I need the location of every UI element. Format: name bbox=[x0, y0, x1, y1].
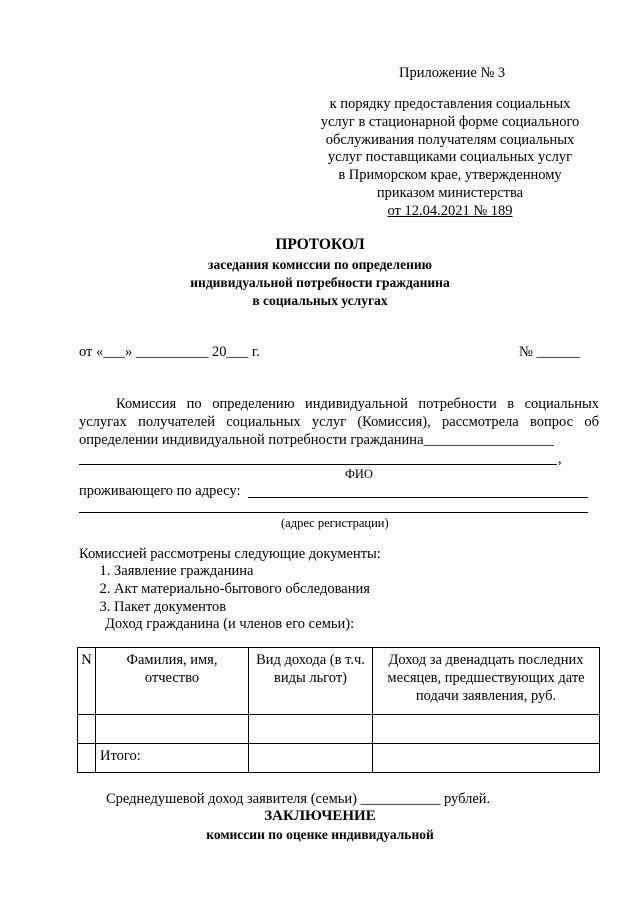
appendix-line: к порядку предоставления социальных bbox=[329, 96, 571, 112]
total-label: Итого: bbox=[96, 744, 249, 773]
appendix-number: Приложение № 3 bbox=[399, 65, 506, 81]
income-table bbox=[77, 647, 600, 773]
paragraph-line-3: определении индивидуальной потребности гражданина__________________ bbox=[79, 432, 555, 448]
address-caption: (адрес регистрации) bbox=[281, 516, 389, 530]
income-heading: Доход гражданина (и членов его семьи): bbox=[105, 616, 355, 632]
list-item: 3. Пакет документов bbox=[114, 598, 370, 616]
address-blank-line-2 bbox=[79, 512, 588, 513]
table-cell bbox=[373, 715, 600, 744]
fio-blank-line bbox=[79, 464, 557, 465]
table-cell bbox=[78, 715, 96, 744]
column-header: Фамилия, имя, отчество bbox=[96, 648, 249, 715]
table-cell bbox=[373, 744, 600, 773]
protocol-subtitle-line: заседания комиссии по определению bbox=[208, 257, 432, 272]
appendix-line: услуг в стационарной форме социального bbox=[320, 113, 580, 130]
list-item: 1. Заявление гражданина bbox=[114, 562, 370, 580]
table-header-row bbox=[78, 648, 600, 715]
address-label: проживающего по адресу: bbox=[79, 483, 241, 499]
appendix-line: обслуживания получателям социальных bbox=[325, 131, 575, 148]
protocol-number-field: № ______ bbox=[519, 344, 580, 360]
appendix-line: приказом министерства bbox=[376, 184, 524, 201]
table-cell bbox=[96, 715, 249, 744]
protocol-subtitle-line: индивидуальной потребности гражданина bbox=[190, 275, 450, 290]
conclusion-subtitle: комиссии по оценке индивидуальной bbox=[206, 827, 434, 842]
column-header: N bbox=[78, 648, 96, 715]
appendix-reference bbox=[300, 96, 600, 221]
date-field: от «___» __________ 20___ г. bbox=[79, 344, 260, 360]
protocol-title: ПРОТОКОЛ bbox=[275, 236, 365, 253]
paragraph-line-1: Комиссия по определению индивидуальной потребности в социальных bbox=[116, 396, 599, 412]
table-cell bbox=[78, 744, 96, 773]
protocol-subtitle-line: в социальных услугах bbox=[252, 293, 388, 308]
appendix-line: в Приморском крае, утвержденному bbox=[338, 167, 562, 184]
average-income-line: Среднедушевой доход заявителя (семьи) ___________ рублей. bbox=[106, 791, 491, 807]
appendix-line: услуг поставщиками социальных услуг bbox=[327, 149, 573, 166]
fio-comma: , bbox=[558, 451, 562, 467]
table-total-row bbox=[78, 744, 600, 773]
address-blank-line bbox=[248, 497, 588, 498]
column-header: Доход за двенадцать последних месяцев, предшествующих дате подачи заявления, руб. bbox=[373, 648, 600, 715]
conclusion-title: ЗАКЛЮЧЕНИЕ bbox=[264, 808, 376, 824]
table-row bbox=[78, 715, 600, 744]
order-reference: от 12.04.2021 № 189 bbox=[387, 202, 513, 219]
list-item: 2. Акт материально-бытового обследования bbox=[114, 580, 370, 598]
paragraph-line-2: услугах получателей социальных услуг (Комиссия), рассмотрела вопрос об bbox=[79, 414, 599, 430]
column-header: Вид дохода (в т.ч. виды льгот) bbox=[249, 648, 373, 715]
fio-label: ФИО bbox=[345, 467, 373, 481]
documents-heading: Комиссией рассмотрены следующие документы: bbox=[79, 546, 381, 562]
table-cell bbox=[249, 715, 373, 744]
documents-list bbox=[78, 562, 370, 616]
table-cell bbox=[249, 744, 373, 773]
